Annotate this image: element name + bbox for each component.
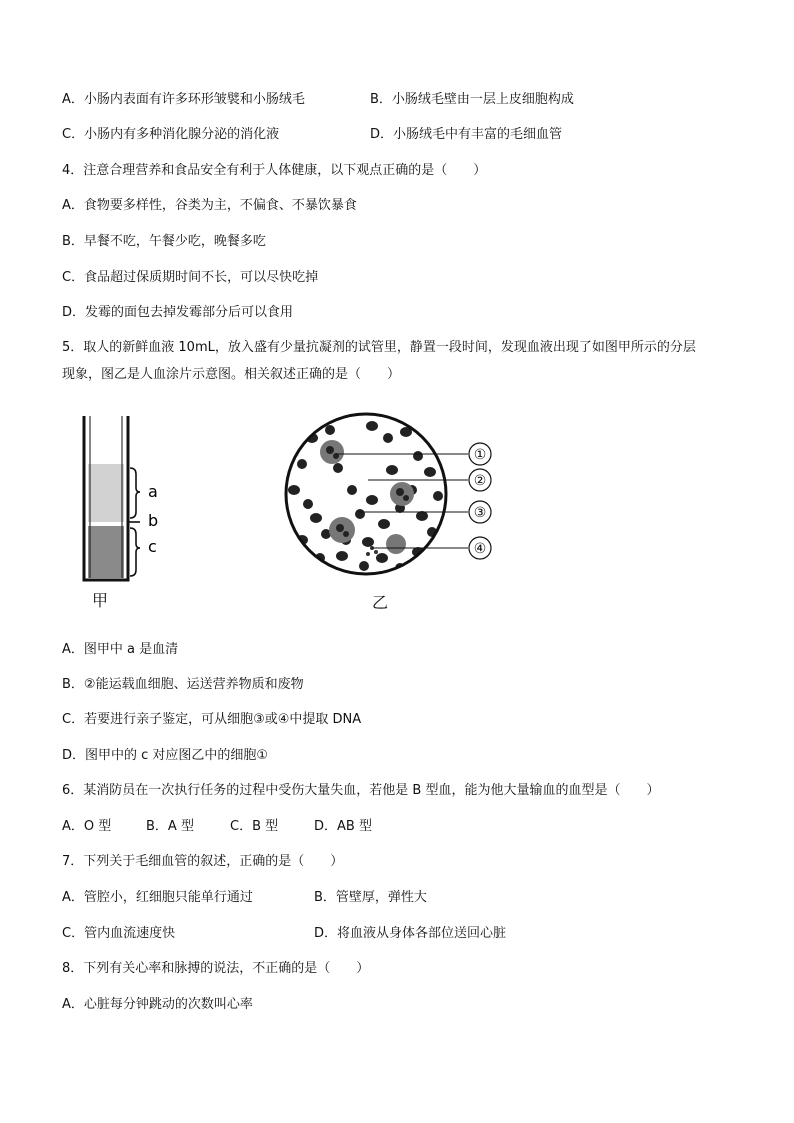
blood-smear-figure	[272, 408, 512, 588]
q6-stem: 6．某消防员在一次执行任务的过程中受伤大量失血，若他是 B 型血，能为他大量输血的血型是（ ）	[62, 783, 660, 798]
q4-option-c: C．食品超过保质期时间不长，可以尽快吃掉	[62, 270, 319, 285]
marker-2-text: ②	[473, 473, 487, 489]
caption-yi: 乙	[372, 593, 389, 612]
test-tube-figure	[70, 412, 180, 612]
q5-option-b: B．②能运载血细胞、运送营养物质和废物	[62, 677, 304, 692]
marker-1-text: ①	[473, 447, 487, 463]
q5-stem-line1: 5．取人的新鲜血液 10mL，放入盛有少量抗凝剂的试管里，静置一段时间，发现血液出现了如图甲所示的分层	[62, 340, 696, 355]
q4-option-d: D．发霉的面包去掉发霉部分后可以食用	[62, 305, 294, 320]
smear-outline	[286, 414, 446, 574]
brace-a	[130, 468, 140, 518]
q7-option-a: A．管腔小，红细胞只能单行通过	[62, 890, 253, 905]
q7-stem: 7．下列关于毛细血管的叙述，正确的是（ ）	[62, 854, 344, 869]
marker-3-text: ③	[473, 505, 487, 521]
q5-option-d: D．图甲中的 c 对应图乙中的细胞①	[62, 748, 269, 763]
q4-option-a: A．食物要多样性，谷类为主，不偏食、不暴饮暴食	[62, 198, 357, 213]
q6-option-d: D．AB 型	[314, 819, 372, 834]
q7-option-d: D．将血液从身体各部位送回心脏	[314, 926, 507, 941]
q6-option-a: A．O 型	[62, 819, 112, 834]
label-c: c	[148, 537, 157, 556]
tube-plasma-layer	[88, 464, 124, 522]
q6-option-b: B．A 型	[146, 819, 194, 834]
q5-stem-line2: 现象，图乙是人血涂片示意图。相关叙述正确的是（ ）	[62, 367, 401, 382]
caption-jia: 甲	[92, 591, 109, 610]
tube-cell-layer	[88, 526, 124, 578]
marker-4-text: ④	[473, 541, 487, 557]
q5-option-a: A．图甲中 a 是血清	[62, 642, 179, 657]
q4-option-b: B．早餐不吃，午餐少吃，晚餐多吃	[62, 234, 266, 249]
q3-option-a: A．小肠内表面有许多环形皱襞和小肠绒毛	[62, 92, 305, 107]
smear-cells	[288, 421, 443, 573]
brace-c	[130, 528, 140, 576]
q8-option-a: A．心脏每分钟跳动的次数叫心率	[62, 997, 253, 1012]
q8-stem: 8．下列有关心率和脉搏的说法，不正确的是（ ）	[62, 961, 370, 976]
q4-stem: 4．注意合理营养和食品安全有利于人体健康，以下观点正确的是（ ）	[62, 163, 487, 178]
q3-option-b: B．小肠绒毛壁由一层上皮细胞构成	[370, 92, 574, 107]
q3-option-c: C．小肠内有多种消化腺分泌的消化液	[62, 127, 280, 142]
label-a: a	[148, 482, 158, 501]
q3-option-d: D．小肠绒毛中有丰富的毛细血管	[370, 127, 563, 142]
q7-option-c: C．管内血流速度快	[62, 926, 176, 941]
q7-option-b: B．管壁厚，弹性大	[314, 890, 427, 905]
q5-option-c: C．若要进行亲子鉴定，可从细胞③或④中提取 DNA	[62, 712, 362, 727]
tube-buffy-layer	[88, 522, 124, 526]
q6-option-c: C．B 型	[230, 819, 279, 834]
label-b: b	[148, 511, 159, 530]
